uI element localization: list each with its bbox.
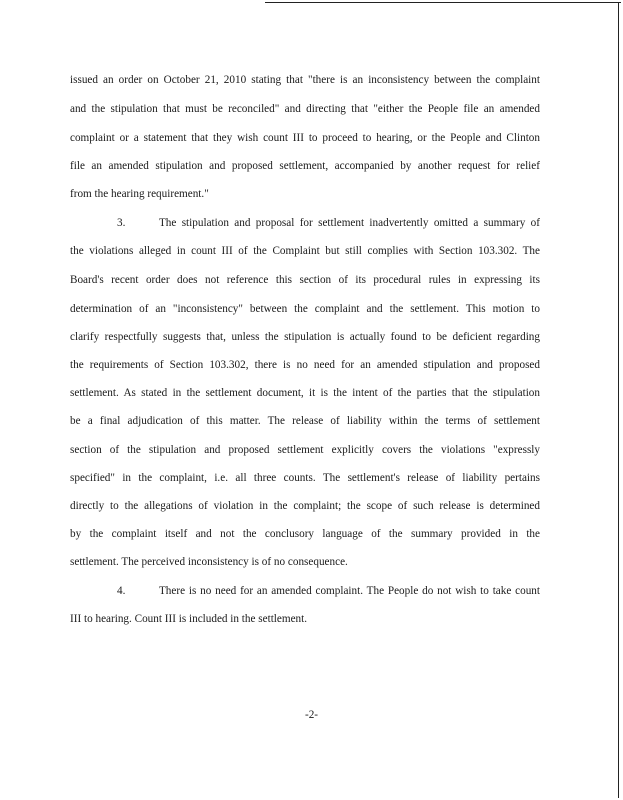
- paragraph-4-line-2: III to hearing. Count III is included in the settlement.: [70, 613, 308, 625]
- page-number: -2-: [304, 709, 319, 721]
- paragraph-3-line-1: 3. The stipulation and proposal for settlement inadvertently omitted a summary of: [117, 217, 540, 229]
- paragraph-3-line-3: Board's recent order does not reference this section of its procedural rules in expressing its: [70, 274, 540, 286]
- paragraph-2-line-3: complaint or a statement that they wish count III to proceed to hearing, or the People and Clinton: [70, 132, 540, 144]
- paragraph-3-line-7: settlement. As stated in the settlement document, it is the intent of the parties that the stipulation: [70, 387, 540, 399]
- paragraph-3-line-4: determination of an "inconsistency" between the complaint and the settlement. This motion to: [70, 303, 540, 315]
- paragraph-3-line-11: directly to the allegations of violation in the complaint; the scope of such release is determined: [70, 500, 540, 512]
- paragraph-2-line-1: issued an order on October 21, 2010 stating that "there is an inconsistency between the complaint: [70, 74, 540, 86]
- paragraph-3-line-10: specified" in the complaint, i.e. all three counts. The settlement's release of liability pertains: [70, 472, 540, 484]
- paragraph-3-line-2: the violations alleged in count III of the Complaint but still complies with Section 103.302. The: [70, 245, 540, 257]
- paragraph-3-line-5: clarify respectfully suggests that, unless the stipulation is actually found to be deficient regarding: [70, 331, 540, 343]
- paragraph-2-line-5: from the hearing requirement.": [70, 188, 209, 200]
- paragraph-3-line-12: by the complaint itself and not the conclusory language of the summary provided in the: [70, 528, 540, 540]
- page-top-border: [265, 2, 621, 3]
- paragraph-3-line-6: the requirements of Section 103.302, there is no need for an amended stipulation and proposed: [70, 359, 540, 371]
- page-right-border: [618, 2, 619, 798]
- paragraph-4-line-1: 4. There is no need for an amended complaint. The People do not wish to take count: [117, 585, 540, 597]
- paragraph-3-line-13: settlement. The perceived inconsistency is of no consequence.: [70, 556, 348, 568]
- paragraph-2-line-2: and the stipulation that must be reconciled" and directing that "either the People file an amended: [70, 103, 540, 115]
- paragraph-3-line-8: be a final adjudication of this matter. The release of liability within the terms of settlement: [70, 415, 540, 427]
- paragraph-2-line-4: file an amended stipulation and proposed settlement, accompanied by another request for relief: [70, 160, 540, 172]
- paragraph-3-line-9: section of the stipulation and proposed settlement explicitly covers the violations "expressly: [70, 444, 540, 456]
